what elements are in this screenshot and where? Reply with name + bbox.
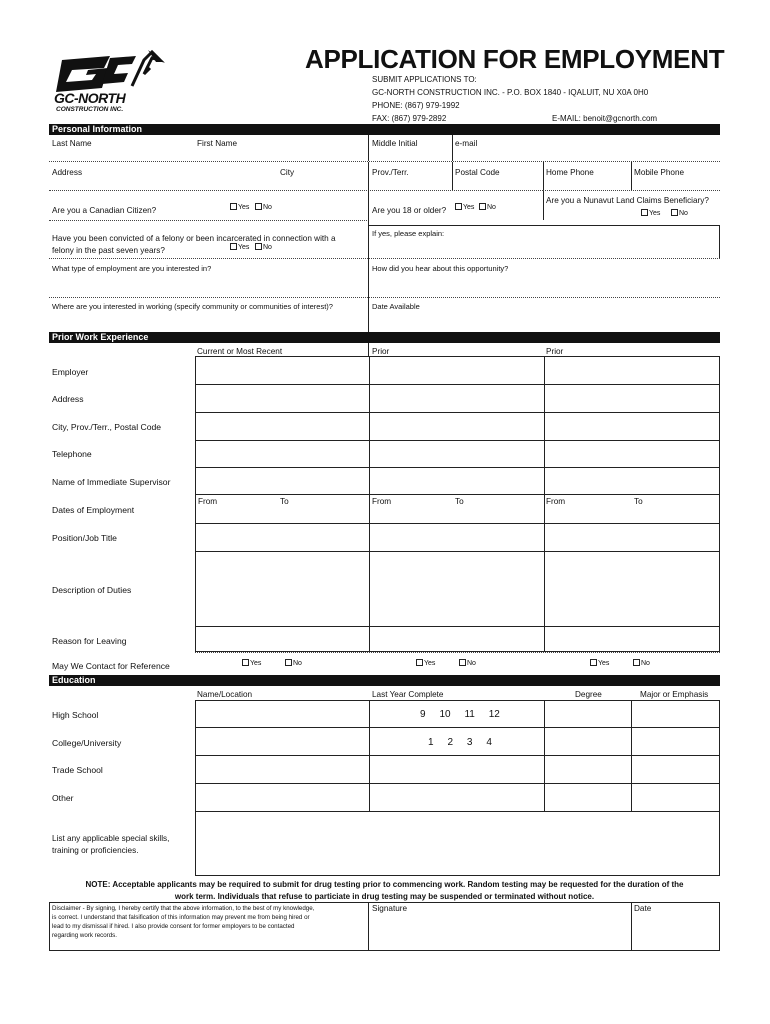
high-school-years: 9 10 11 12 [420, 709, 500, 720]
logo-subtext: CONSTRUCTION INC. [56, 106, 124, 113]
disclaimer-line2: is correct. I understand that falsification of this information may prevent me from being hired or [52, 914, 310, 921]
citizen-question: Are you a Canadian Citizen? [52, 206, 157, 215]
col-last-year: Last Year Complete [372, 690, 444, 699]
nunavut-yes-checkbox[interactable]: Yes [641, 209, 660, 217]
contact-1-yes-checkbox[interactable]: Yes [242, 659, 261, 667]
section-education: Education [49, 675, 720, 686]
to-2: To [455, 497, 464, 506]
contact-3-no-checkbox[interactable]: No [633, 659, 650, 667]
from-1: From [198, 497, 218, 506]
skills-label-line2: training or proficiencies. [52, 846, 139, 855]
citizen-no-checkbox[interactable]: No [255, 203, 272, 211]
dates-label: Dates of Employment [52, 505, 135, 515]
age-question: Are you 18 or older? [372, 206, 447, 215]
first-name-label: First Name [197, 139, 238, 148]
email-label: e-mail [455, 139, 478, 148]
college-years: 1 2 3 4 [428, 737, 492, 748]
telephone-label: Telephone [52, 449, 92, 459]
from-3: From [546, 497, 566, 506]
disclaimer-line1: Disclaimer - By signing, I hereby certify that the above information, to the best of my knowledge, [52, 905, 315, 912]
to-1: To [280, 497, 289, 506]
hear-about-label: How did you hear about this opportunity? [372, 264, 509, 273]
contact-label: May We Contact for Reference [52, 661, 170, 671]
date-available-label: Date Available [372, 302, 420, 311]
middle-initial-label: Middle Initial [372, 139, 418, 148]
felony-explain-label: If yes, please explain: [372, 229, 445, 238]
company-fax: FAX: (867) 979-2892 [372, 114, 447, 123]
col-name-location: Name/Location [197, 690, 253, 699]
reason-label: Reason for Leaving [52, 636, 127, 646]
where-work-label: Where are you interested in working (specify community or communities of interest)? [52, 302, 333, 311]
logo-text: GC-NORTH [54, 90, 126, 106]
work-address-label: Address [52, 394, 84, 404]
date-field[interactable]: Date [634, 904, 652, 913]
contact-1-no-checkbox[interactable]: No [285, 659, 302, 667]
nunavut-question: Are you a Nunavut Land Claims Beneficiary? [546, 196, 709, 205]
company-email: E-MAIL: benoit@gcnorth.com [552, 114, 658, 123]
employment-type-label: What type of employment are you interested in? [52, 264, 212, 273]
felony-no-checkbox[interactable]: No [255, 243, 272, 251]
page-title: APPLICATION FOR EMPLOYMENT [305, 44, 725, 74]
high-school-label: High School [52, 710, 99, 720]
disclaimer-line4: regarding work records. [52, 932, 117, 939]
contact-3-yes-checkbox[interactable]: Yes [590, 659, 609, 667]
postal-code-label: Postal Code [455, 168, 500, 177]
signature-field[interactable]: Signature [372, 904, 408, 913]
skills-label-line1: List any applicable special skills, [52, 834, 170, 843]
home-phone-label: Home Phone [546, 168, 594, 177]
college-label: College/University [52, 738, 122, 748]
trade-school-label: Trade School [52, 765, 103, 775]
to-3: To [634, 497, 643, 506]
felony-question-line1: Have you been convicted of a felony or been incarcerated in connection with a [52, 234, 336, 243]
submit-to: SUBMIT APPLICATIONS TO: [372, 75, 477, 84]
section-prior-work-experience: Prior Work Experience [49, 332, 720, 343]
nunavut-no-checkbox[interactable]: No [671, 209, 688, 217]
citizen-yes-checkbox[interactable]: Yes [230, 203, 249, 211]
col-major: Major or Emphasis [640, 690, 709, 699]
employer-label: Employer [52, 367, 89, 377]
age-no-checkbox[interactable]: No [479, 203, 496, 211]
drug-testing-note-line2: work term. Individuals that refuse to particiate in drug testing may be suspended or terminated without notice. [174, 892, 595, 901]
felony-yes-checkbox[interactable]: Yes [230, 243, 249, 251]
drug-testing-note-line1: NOTE: Acceptable applicants may be required to submit for drug testing prior to commencing work. Random testing may be requested for the duration of the [85, 880, 684, 889]
company-phone: PHONE: (867) 979-1992 [372, 101, 460, 110]
contact-2-no-checkbox[interactable]: No [459, 659, 476, 667]
prov-label: Prov./Terr. [372, 168, 409, 177]
last-name-label: Last Name [52, 139, 92, 148]
col-degree: Degree [575, 690, 602, 699]
col-prior-1: Prior [372, 347, 390, 356]
disclaimer-line3: lead to my dismissal if hired. I also provide consent for former employers to be contacted [52, 923, 295, 930]
company-address: GC-NORTH CONSTRUCTION INC. - P.O. BOX 1840 - IQALUIT, NU X0A 0H0 [372, 88, 649, 97]
age-yes-checkbox[interactable]: Yes [455, 203, 474, 211]
supervisor-label: Name of Immediate Supervisor [52, 477, 171, 487]
work-city-label: City, Prov./Terr., Postal Code [52, 422, 162, 432]
contact-2-yes-checkbox[interactable]: Yes [416, 659, 435, 667]
section-personal-information: Personal Information [49, 124, 720, 135]
position-label: Position/Job Title [52, 533, 117, 543]
col-current: Current or Most Recent [197, 347, 283, 356]
mobile-phone-label: Mobile Phone [634, 168, 685, 177]
city-label: City [280, 168, 295, 177]
other-label: Other [52, 793, 74, 803]
felony-question-line2: felony in the past seven years? [52, 246, 165, 255]
duties-label: Description of Duties [52, 585, 132, 595]
address-label: Address [52, 168, 83, 177]
company-logo [52, 48, 170, 118]
col-prior-2: Prior [546, 347, 564, 356]
from-2: From [372, 497, 392, 506]
